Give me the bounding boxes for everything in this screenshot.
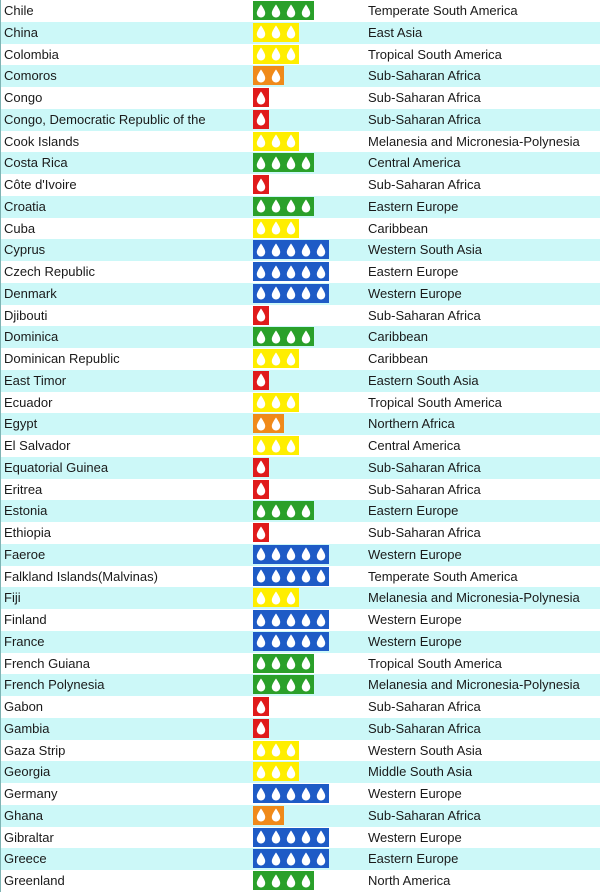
table-row	[1, 392, 600, 414]
water-drop-icon	[254, 153, 268, 172]
water-drop-icon	[284, 588, 298, 607]
water-drop-icon	[284, 23, 298, 42]
water-drop-icon	[254, 66, 268, 85]
water-rating	[253, 567, 329, 586]
water-drop-icon	[284, 567, 298, 586]
region-name: Sub-Saharan Africa	[368, 481, 481, 497]
water-drop-icon	[254, 327, 268, 346]
region-name: Temperate South America	[368, 3, 518, 18]
table-row	[1, 870, 600, 892]
water-rating	[253, 45, 299, 64]
water-drop-icon	[269, 806, 283, 825]
water-drop-icon	[314, 849, 328, 868]
water-rating	[253, 284, 329, 303]
water-drop-icon	[254, 240, 268, 259]
water-drop-icon	[284, 675, 298, 694]
water-drop-icon	[269, 588, 283, 607]
water-drop-icon	[269, 153, 283, 172]
country-name: Egypt	[4, 416, 38, 432]
water-drop-icon	[254, 175, 268, 194]
water-rating	[253, 828, 329, 847]
water-rating	[253, 1, 314, 20]
water-drop-icon	[254, 132, 268, 151]
water-drop-icon	[254, 262, 268, 281]
table-row	[1, 674, 600, 696]
water-drop-icon	[269, 327, 283, 346]
country-name: Estonia	[4, 503, 48, 519]
table-row	[1, 696, 600, 718]
water-drop-icon	[284, 219, 298, 238]
region-name: Sub-Saharan Africa	[368, 68, 481, 84]
water-drop-icon	[299, 784, 313, 803]
country-name: Georgia	[4, 764, 51, 780]
region-name: Sub-Saharan Africa	[368, 807, 481, 823]
country-name: Chile	[4, 3, 34, 18]
water-drop-icon	[269, 675, 283, 694]
water-drop-icon	[314, 610, 328, 629]
water-drop-icon	[269, 632, 283, 651]
water-drop-icon	[314, 240, 328, 259]
water-drop-icon	[299, 654, 313, 673]
water-drop-icon	[254, 349, 268, 368]
region-name: Western Europe	[368, 546, 462, 562]
water-rating	[253, 610, 329, 629]
water-rating	[253, 240, 329, 259]
water-drop-icon	[254, 828, 268, 847]
table-row	[1, 174, 600, 196]
water-rating	[253, 458, 269, 477]
water-drop-icon	[254, 632, 268, 651]
country-name: Gibraltar	[4, 829, 54, 845]
region-name: Sub-Saharan Africa	[368, 720, 481, 736]
country-name: Eritrea	[4, 481, 43, 497]
table-row	[1, 326, 600, 348]
water-drop-icon	[284, 501, 298, 520]
water-rating	[253, 88, 269, 107]
water-drop-icon	[284, 197, 298, 216]
region-name: Caribbean	[368, 351, 428, 366]
table-row	[1, 805, 600, 827]
table-row	[1, 761, 600, 783]
country-name: Fiji	[4, 590, 21, 606]
water-drop-icon	[299, 567, 313, 586]
country-name: Costa Rica	[4, 155, 68, 171]
region-name: Sub-Saharan Africa	[368, 111, 481, 127]
water-drop-icon	[299, 197, 313, 216]
region-name: Western Europe	[368, 633, 462, 649]
water-drop-icon	[284, 828, 298, 847]
water-drop-icon	[314, 828, 328, 847]
water-drop-icon	[284, 436, 298, 455]
country-name: Faeroe	[4, 546, 46, 562]
water-drop-icon	[299, 610, 313, 629]
water-rating	[253, 632, 329, 651]
country-name: Djibouti	[4, 307, 48, 323]
water-drop-icon	[254, 1, 268, 20]
water-rating	[253, 675, 314, 694]
water-rating	[253, 523, 269, 542]
table-row	[1, 22, 600, 44]
water-drop-icon	[299, 871, 313, 890]
water-drop-icon	[299, 501, 313, 520]
region-name: Melanesia and Micronesia-Polynesia	[368, 133, 580, 149]
country-name: French Guiana	[4, 655, 90, 671]
region-name: Sub-Saharan Africa	[368, 525, 481, 540]
country-name: Germany	[4, 786, 58, 801]
water-drop-icon	[269, 741, 283, 760]
water-drop-icon	[314, 784, 328, 803]
country-name: Denmark	[4, 285, 57, 301]
water-drop-icon	[284, 153, 298, 172]
region-name: Eastern Europe	[368, 503, 459, 519]
table-row	[1, 348, 600, 370]
country-name: East Timor	[4, 372, 67, 388]
water-drop-icon	[254, 219, 268, 238]
country-name: Greenland	[4, 873, 65, 888]
country-name: Ethiopia	[4, 525, 51, 540]
water-rating	[253, 784, 329, 803]
water-drop-icon	[254, 306, 268, 325]
water-drop-icon	[254, 110, 268, 129]
water-drop-icon	[254, 45, 268, 64]
water-drop-icon	[314, 545, 328, 564]
water-drop-icon	[299, 1, 313, 20]
water-drop-icon	[314, 262, 328, 281]
region-name: Western Europe	[368, 612, 462, 627]
country-name: Côte d'Ivoire	[4, 177, 77, 192]
water-drop-icon	[269, 219, 283, 238]
water-drop-icon	[284, 741, 298, 760]
water-drop-icon	[284, 1, 298, 20]
region-name: Sub-Saharan Africa	[368, 459, 481, 475]
water-drop-icon	[269, 66, 283, 85]
water-drop-icon	[284, 762, 298, 781]
water-drop-icon	[254, 458, 268, 477]
table-row	[1, 566, 600, 588]
water-drop-icon	[269, 1, 283, 20]
water-drop-icon	[314, 567, 328, 586]
water-drop-icon	[269, 349, 283, 368]
table-row	[1, 261, 600, 283]
water-drop-icon	[254, 871, 268, 890]
water-rating	[253, 545, 329, 564]
region-name: Eastern South Asia	[368, 372, 479, 388]
region-name: Sub-Saharan Africa	[368, 307, 481, 323]
water-rating	[253, 871, 314, 890]
region-name: East Asia	[368, 24, 423, 40]
water-drop-icon	[299, 849, 313, 868]
table-row	[1, 500, 600, 522]
water-drop-icon	[269, 45, 283, 64]
water-drop-icon	[299, 327, 313, 346]
water-drop-icon	[269, 501, 283, 520]
country-name: Cyprus	[4, 242, 46, 258]
table-row	[1, 718, 600, 740]
water-drop-icon	[269, 545, 283, 564]
water-drop-icon	[269, 849, 283, 868]
water-drop-icon	[254, 371, 268, 390]
water-drop-icon	[254, 284, 268, 303]
table-row	[1, 44, 600, 66]
water-drop-icon	[254, 588, 268, 607]
water-rating	[253, 393, 299, 412]
table-row	[1, 631, 600, 653]
water-drop-icon	[299, 240, 313, 259]
region-name: Eastern Europe	[368, 851, 459, 867]
region-name: Sub-Saharan Africa	[368, 699, 481, 714]
table-row	[1, 827, 600, 849]
table-row	[1, 239, 600, 261]
table-row	[1, 587, 600, 609]
country-name: France	[4, 633, 45, 649]
water-drop-icon	[254, 849, 268, 868]
region-name: Tropical South America	[368, 394, 502, 410]
region-name: Western Europe	[368, 786, 462, 801]
water-drop-icon	[284, 45, 298, 64]
country-name: Gaza Strip	[4, 742, 66, 758]
water-rating	[253, 327, 314, 346]
country-name: Falkland Islands(Malvinas)	[4, 568, 158, 584]
water-rating	[253, 588, 299, 607]
water-drop-icon	[299, 262, 313, 281]
water-rating	[253, 697, 269, 716]
water-drop-icon	[299, 153, 313, 172]
water-rating	[253, 306, 269, 325]
region-name: Middle South Asia	[368, 764, 473, 780]
table-row	[1, 457, 600, 479]
country-name: Congo	[4, 90, 43, 105]
table-row	[1, 435, 600, 457]
table-row	[1, 131, 600, 153]
region-name: Temperate South America	[368, 568, 518, 584]
table-row	[1, 283, 600, 305]
water-drop-icon	[284, 132, 298, 151]
water-drop-icon	[254, 23, 268, 42]
water-drop-icon	[254, 567, 268, 586]
table-row	[1, 413, 600, 435]
region-name: Melanesia and Micronesia-Polynesia	[368, 677, 580, 693]
water-drop-icon	[254, 784, 268, 803]
water-drop-icon	[299, 632, 313, 651]
water-drop-icon	[284, 349, 298, 368]
country-name: Greece	[4, 851, 47, 867]
region-name: Melanesia and Micronesia-Polynesia	[368, 590, 580, 606]
region-name: Eastern Europe	[368, 198, 459, 214]
water-rating	[253, 110, 269, 129]
country-name: Comoros	[4, 68, 57, 84]
region-name: Central America	[368, 438, 461, 453]
water-drop-icon	[284, 240, 298, 259]
table-row	[1, 87, 600, 109]
water-drop-icon	[254, 501, 268, 520]
water-drop-icon	[269, 284, 283, 303]
country-name: Ghana	[4, 807, 44, 823]
region-name: Sub-Saharan Africa	[368, 177, 481, 192]
region-name: Western Europe	[368, 285, 462, 301]
water-drop-icon	[299, 828, 313, 847]
water-drop-icon	[269, 393, 283, 412]
table-row	[1, 653, 600, 675]
water-drop-icon	[254, 436, 268, 455]
water-rating	[253, 480, 269, 499]
water-drop-icon	[254, 545, 268, 564]
country-name: Finland	[4, 612, 47, 627]
region-name: Tropical South America	[368, 46, 502, 62]
country-name: Congo, Democratic Republic of the	[4, 111, 206, 127]
table-row	[1, 196, 600, 218]
water-drop-icon	[299, 545, 313, 564]
water-drop-icon	[269, 262, 283, 281]
region-name: Sub-Saharan Africa	[368, 90, 481, 105]
table-row	[1, 783, 600, 805]
country-name: Ecuador	[4, 394, 53, 410]
table-row	[1, 0, 600, 22]
region-name: Eastern Europe	[368, 264, 459, 279]
country-name: Croatia	[4, 198, 46, 214]
country-name: Cuba	[4, 220, 36, 236]
water-drop-icon	[254, 697, 268, 716]
water-drop-icon	[314, 632, 328, 651]
water-drop-icon	[254, 762, 268, 781]
region-name: Western Europe	[368, 829, 462, 845]
water-drop-icon	[269, 132, 283, 151]
table-row	[1, 370, 600, 392]
water-drop-icon	[254, 523, 268, 542]
water-drop-icon	[254, 88, 268, 107]
region-name: North America	[368, 873, 451, 888]
region-name: Caribbean	[368, 329, 428, 345]
table-row	[1, 218, 600, 240]
water-drop-icon	[284, 284, 298, 303]
country-name: Equatorial Guinea	[4, 459, 109, 475]
table-row	[1, 109, 600, 131]
country-name: Czech Republic	[4, 264, 96, 279]
table-row	[1, 609, 600, 631]
table-row	[1, 65, 600, 87]
water-rating	[253, 806, 284, 825]
region-name: Central America	[368, 155, 461, 171]
country-name: Dominican Republic	[4, 351, 120, 366]
water-drop-icon	[269, 610, 283, 629]
water-rating	[253, 849, 329, 868]
water-drop-icon	[284, 849, 298, 868]
water-rating	[253, 436, 299, 455]
water-drop-icon	[284, 262, 298, 281]
region-name: Western South Asia	[368, 742, 482, 758]
water-drop-icon	[254, 197, 268, 216]
water-drop-icon	[269, 871, 283, 890]
country-name: El Salvador	[4, 438, 71, 453]
water-rating	[253, 23, 299, 42]
region-name: Tropical South America	[368, 655, 502, 671]
water-rating	[253, 153, 314, 172]
country-name: Cook Islands	[4, 133, 80, 149]
region-name: Caribbean	[368, 220, 428, 236]
table-row	[1, 522, 600, 544]
water-rating	[253, 349, 299, 368]
water-rating	[253, 414, 284, 433]
water-drop-icon	[269, 240, 283, 259]
table-row	[1, 544, 600, 566]
water-drop-icon	[269, 828, 283, 847]
water-rating	[253, 762, 299, 781]
water-drop-icon	[299, 675, 313, 694]
water-drop-icon	[254, 675, 268, 694]
water-drop-icon	[269, 436, 283, 455]
country-name: Colombia	[4, 46, 59, 62]
region-name: Western South Asia	[368, 242, 482, 258]
water-drop-icon	[284, 545, 298, 564]
water-drop-icon	[254, 414, 268, 433]
country-name: Gambia	[4, 720, 50, 736]
country-name: Gabon	[4, 699, 44, 714]
table-row	[1, 479, 600, 501]
water-drop-icon	[269, 762, 283, 781]
water-drop-icon	[254, 741, 268, 760]
water-rating	[253, 197, 314, 216]
water-drop-icon	[284, 610, 298, 629]
water-rating	[253, 66, 284, 85]
water-drop-icon	[254, 393, 268, 412]
water-drop-icon	[254, 654, 268, 673]
water-drop-icon	[254, 719, 268, 738]
water-drop-icon	[254, 610, 268, 629]
water-drop-icon	[284, 654, 298, 673]
water-drop-icon	[284, 871, 298, 890]
country-name: French Polynesia	[4, 677, 105, 693]
water-drop-icon	[254, 806, 268, 825]
water-rating	[253, 175, 269, 194]
water-drop-icon	[314, 284, 328, 303]
water-drop-icon	[254, 480, 268, 499]
water-drop-icon	[269, 567, 283, 586]
water-drop-icon	[269, 197, 283, 216]
water-rating	[253, 262, 329, 281]
table-row	[1, 305, 600, 327]
water-rating	[253, 741, 299, 760]
region-name: Northern Africa	[368, 416, 455, 432]
water-drop-icon	[284, 393, 298, 412]
water-drop-icon	[269, 23, 283, 42]
water-drop-icon	[284, 327, 298, 346]
water-drop-icon	[269, 784, 283, 803]
water-rating	[253, 132, 299, 151]
water-rating	[253, 371, 269, 390]
water-drop-icon	[284, 632, 298, 651]
water-rating	[253, 219, 299, 238]
table-row	[1, 152, 600, 174]
country-name: Dominica	[4, 329, 59, 345]
water-drop-icon	[269, 654, 283, 673]
water-drop-icon	[284, 784, 298, 803]
table-row	[1, 848, 600, 870]
water-rating	[253, 719, 269, 738]
country-name: China	[4, 24, 38, 40]
water-drop-icon	[269, 414, 283, 433]
water-rating	[253, 654, 314, 673]
water-rating	[253, 501, 314, 520]
water-drop-icon	[299, 284, 313, 303]
table-row	[1, 740, 600, 762]
